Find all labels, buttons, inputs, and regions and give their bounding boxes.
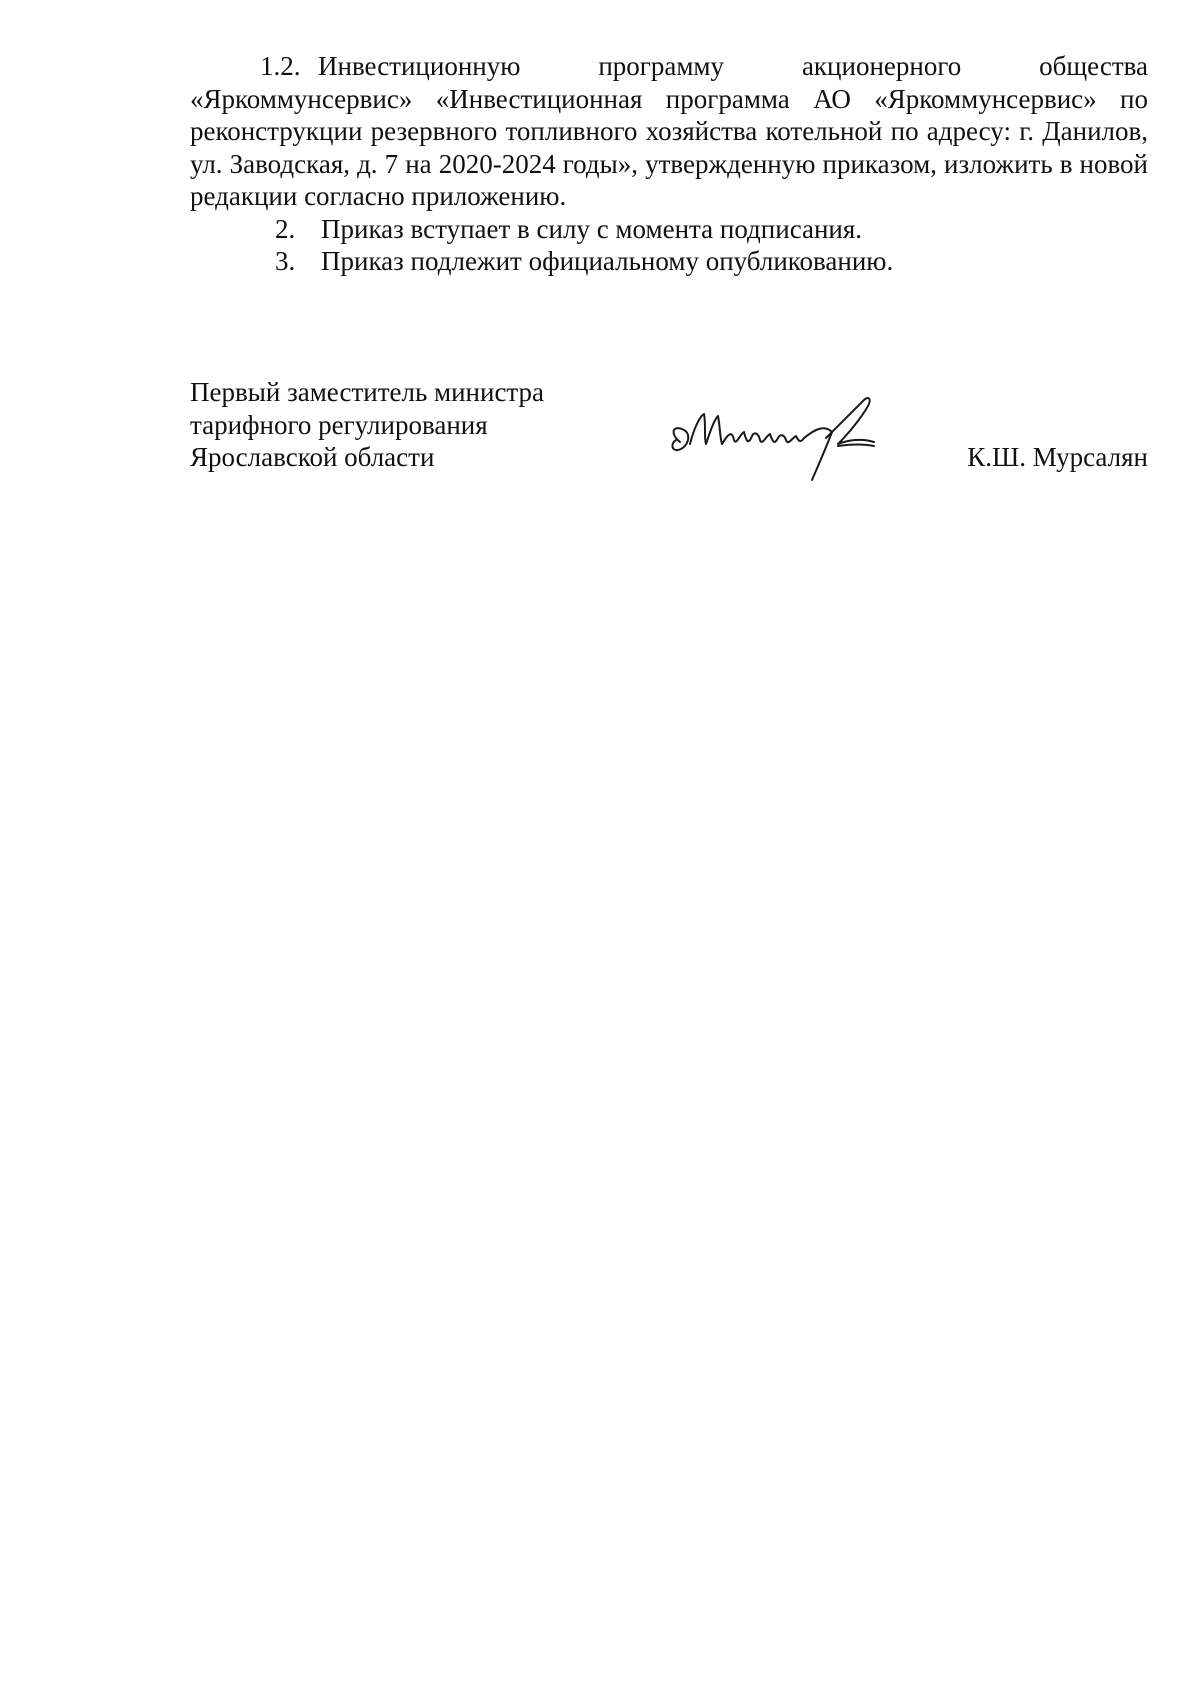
clause-text: Инвестиционную программу акционерного общества «Яркоммунсервис» «Инвестиционная программа АО «Яркоммунсервис» по реконструкции резервного топливного хозяйства котельной по адресу: г. Данилов, ул. Заводская, д. 7 на 2020-2024 годы», утвержденную приказом, изложить в новой редакции согласно приложению. bbox=[190, 51, 1148, 211]
handwritten-signature bbox=[668, 394, 928, 484]
clause-2 bbox=[190, 213, 1148, 246]
clause-number: 1.2. bbox=[260, 51, 301, 81]
clause-text: Приказ подлежит официальному опубликованию. bbox=[321, 246, 894, 276]
clause-number: 2. bbox=[275, 213, 296, 244]
position-line: тарифного регулирования bbox=[190, 409, 488, 440]
clause-1-2 bbox=[190, 50, 1148, 213]
clause-text: Приказ вступает в силу с момента подписания. bbox=[321, 213, 863, 244]
clause-3 bbox=[190, 245, 1148, 278]
order-body bbox=[190, 50, 1148, 278]
signatory-position bbox=[190, 376, 544, 474]
position-line: Первый заместитель министра bbox=[190, 377, 545, 407]
signatory-name: К.Ш. Мурсалян bbox=[967, 442, 1148, 472]
position-line: Ярославской области bbox=[190, 442, 435, 472]
clause-number: 3. bbox=[275, 246, 296, 276]
